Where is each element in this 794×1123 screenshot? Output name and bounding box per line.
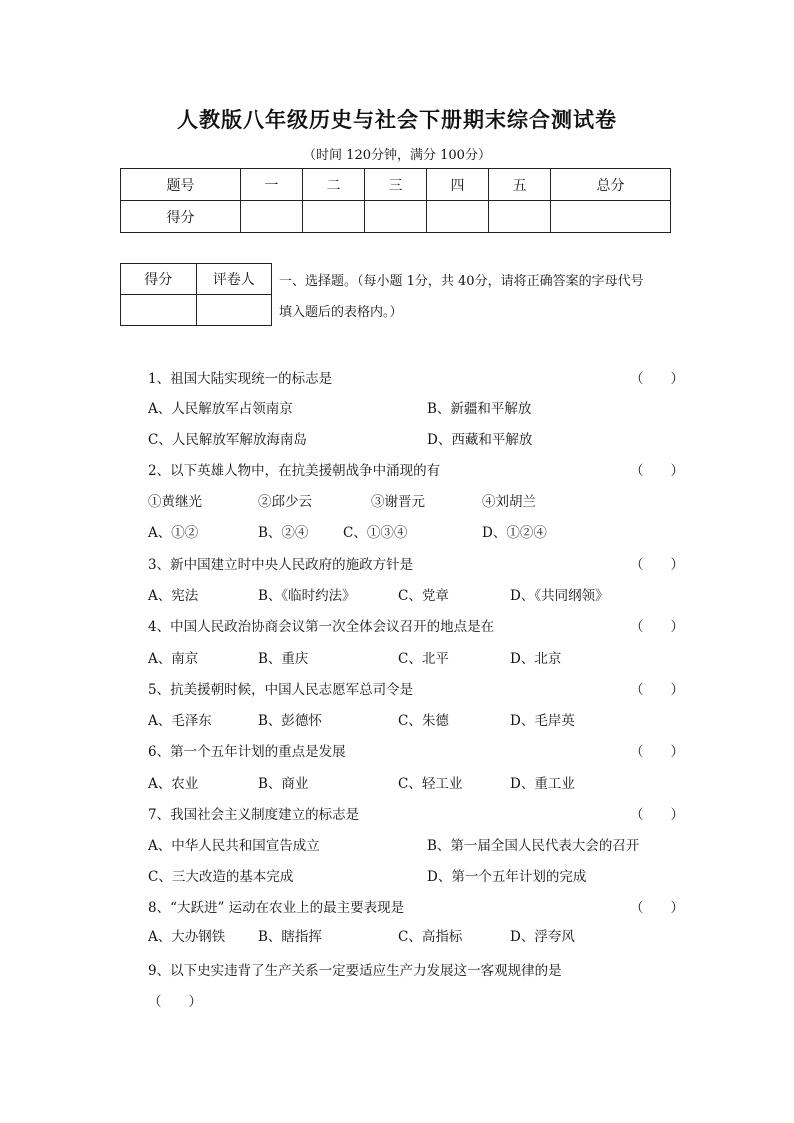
question-stem: 6、第一个五年计划的重点是发展: [148, 744, 346, 760]
score-cell: [426, 201, 488, 233]
score-row-label: 得分: [121, 201, 241, 233]
question-stem: 7、我国社会主义制度建立的标志是: [148, 807, 360, 823]
option: D、西藏和平解放: [427, 432, 533, 448]
answer-paren: （ ）: [630, 900, 684, 916]
option: C、高指标: [398, 929, 463, 945]
question-item: ③谢晋元: [371, 494, 425, 510]
question-stem: 1、祖国大陆实现统一的标志是: [148, 371, 333, 387]
answer-paren: （ ）: [630, 807, 684, 823]
option: C、朱德: [398, 713, 449, 729]
question-stem: 4、中国人民政治协商会议第一次全体会议召开的地点是在: [148, 619, 495, 635]
grader-score-cell: [121, 295, 197, 326]
option: B、《临时约法》: [258, 588, 356, 604]
score-cell: [240, 201, 302, 233]
option: A、毛泽东: [148, 713, 212, 729]
answer-paren: （ ）: [630, 682, 684, 698]
option: C、三大改造的基本完成: [148, 869, 294, 885]
grader-name-cell: [196, 295, 272, 326]
option: D、重工业: [510, 776, 575, 792]
score-header-cell: 四: [426, 169, 488, 201]
score-header-cell: 题号: [121, 169, 241, 201]
option: D、第一个五年计划的完成: [427, 869, 587, 885]
option: D、北京: [510, 651, 562, 667]
option: B、商业: [258, 776, 309, 792]
option: A、中华人民共和国宣告成立: [148, 838, 320, 854]
section-instructions: [279, 266, 679, 328]
option: C、北平: [398, 651, 449, 667]
exam-info: （时间 120分钟，满分 100分）: [303, 148, 491, 163]
option: D、毛岸英: [510, 713, 575, 729]
question-stem: 9、以下史实违背了生产关系一定要适应生产力发展这一客观规律的是: [148, 963, 562, 979]
option: C、人民解放军解放海南岛: [148, 432, 307, 448]
score-cell: [551, 201, 671, 233]
option: A、南京: [148, 651, 199, 667]
section-instructions-line: 填入题后的表格内。）: [279, 305, 403, 320]
option: C、①③④: [343, 525, 408, 541]
score-header-cell: 三: [364, 169, 426, 201]
option: A、农业: [148, 776, 199, 792]
option: B、新疆和平解放: [427, 401, 532, 417]
option: A、人民解放军占领南京: [148, 401, 293, 417]
score-cell: [302, 201, 364, 233]
score-header-cell: 总分: [551, 169, 671, 201]
question-stem: 2、以下英雄人物中，在抗美援朝战争中涌现的有: [148, 463, 441, 479]
answer-paren: （ ）: [630, 371, 684, 387]
option: C、党章: [398, 588, 449, 604]
answer-paren: （ ）: [630, 463, 684, 479]
question-item: ④刘胡兰: [482, 494, 536, 510]
question-stem: 5、抗美援朝时候，中国人民志愿军总司令是: [148, 682, 414, 698]
option: D、①②④: [482, 525, 547, 541]
answer-paren: （ ）: [630, 557, 684, 573]
option: B、重庆: [258, 651, 309, 667]
option: D、《共同纲领》: [510, 588, 609, 604]
page-title: 人教版八年级历史与社会下册期末综合测试卷: [177, 107, 617, 132]
answer-paren: （ ）: [630, 619, 684, 635]
grader-table: [120, 263, 272, 326]
score-header-cell: 五: [488, 169, 550, 201]
answer-paren: （ ）: [630, 744, 684, 760]
score-table: [120, 168, 671, 233]
option: B、彭德怀: [258, 713, 322, 729]
answer-paren: （ ）: [148, 994, 202, 1010]
option: B、第一届全国人民代表大会的召开: [427, 838, 640, 854]
score-header-cell: 一: [240, 169, 302, 201]
option: B、②④: [258, 525, 309, 541]
option: A、宪法: [148, 588, 199, 604]
section-instructions-line: 一、选择题。（每小题 1分，共 40分，请将正确答案的字母代号: [279, 274, 644, 289]
option: A、大办钢铁: [148, 929, 226, 945]
score-cell: [364, 201, 426, 233]
option: C、轻工业: [398, 776, 463, 792]
question-stem: 8、“大跃进” 运动在农业上的最主要表现是: [148, 900, 405, 916]
question-item: ①黄继光: [148, 494, 202, 510]
grader-score-label: 得分: [121, 264, 197, 295]
score-cell: [488, 201, 550, 233]
question-stem: 3、新中国建立时中央人民政府的施政方针是: [148, 557, 414, 573]
option: B、瞎指挥: [258, 929, 322, 945]
question-item: ②邱少云: [258, 494, 312, 510]
score-header-cell: 二: [302, 169, 364, 201]
option: A、①②: [148, 525, 199, 541]
option: D、浮夸风: [510, 929, 575, 945]
grader-name-label: 评卷人: [196, 264, 272, 295]
